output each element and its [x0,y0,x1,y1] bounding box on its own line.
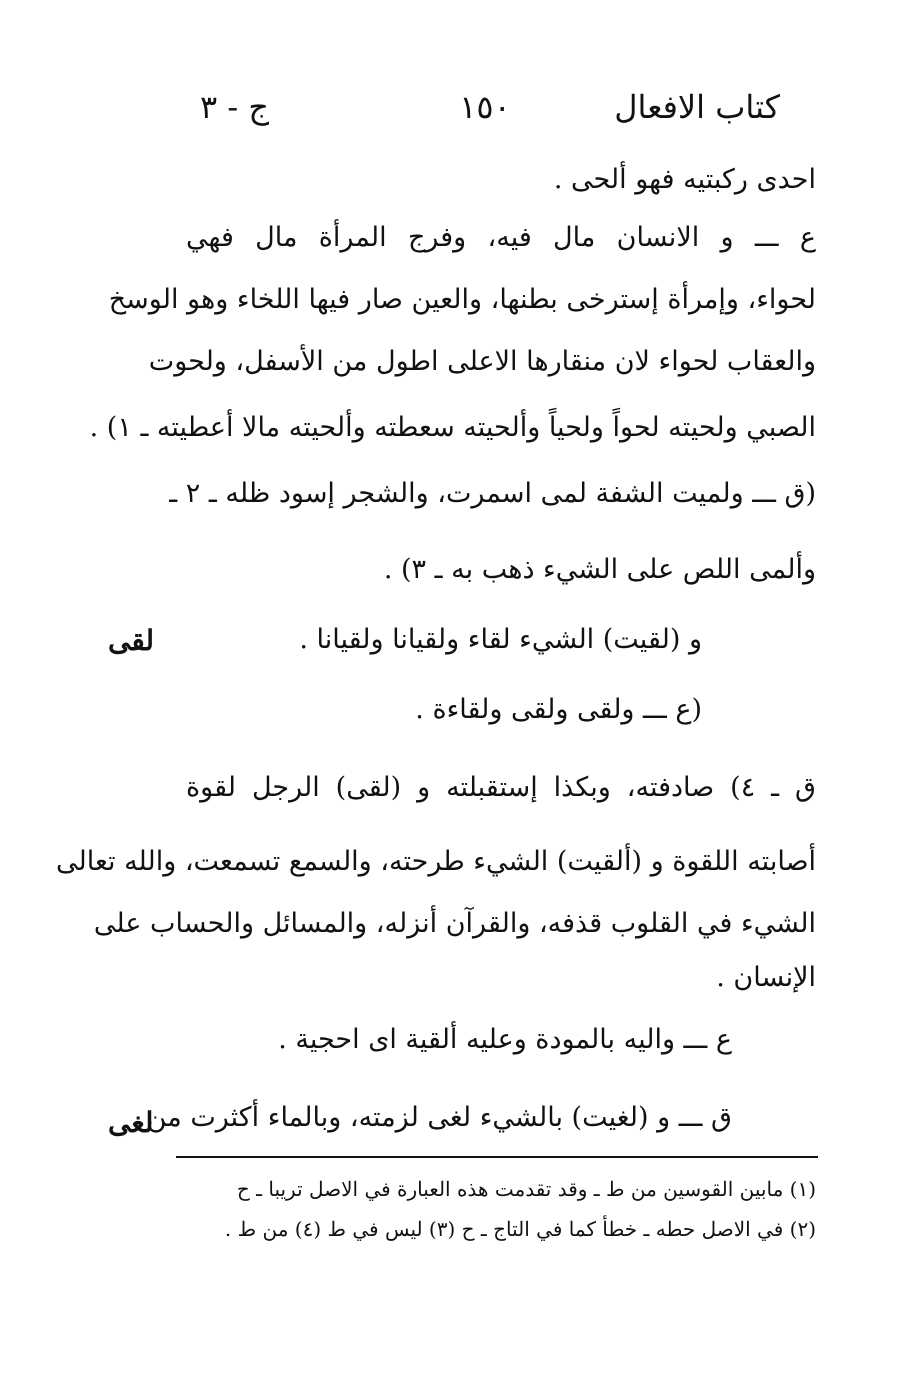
page-header [190,88,780,138]
text-line-1: احدى ركبتيه فهو ألحى . [553,164,816,195]
text-line-11: أصابته اللقوة و (ألقيت) الشيء طرحته، والسمع تسمعت، والله تعالى [55,846,816,877]
text-line-4: والعقاب لحواء لان منقارها الاعلى اطول من الأسفل، ولحوت [148,346,816,377]
volume-label: ج - ٣ [200,88,269,126]
book-title: كتاب الافعال [614,88,780,126]
text-line-6: (ق ـــ ولميت الشفة لمى اسمرت، والشجر إسود ظله ـ ٢ ـ [169,478,816,509]
margin-headword-lagha: لغى [108,1106,154,1139]
text-line-8: و (لقيت) الشيء لقاء ولقيانا ولقيانا . [299,624,702,655]
text-line-2: ع ـــ و الانسان مال فيه، وفرج المرأة مال فهي [186,222,816,253]
footnote-2: (٢) في الاصل حطه ـ خطأ كما في التاج ـ ح (٣) ليس في ط (٤) من ط . [224,1217,816,1241]
text-line-14: ع ـــ واليه بالمودة وعليه ألقية اى احجية . [278,1024,732,1055]
text-line-9: (ع ـــ ولقى ولقى ولقاءة . [415,694,702,725]
page-number: ١٥٠ [459,88,511,126]
text-line-7: وألمى اللص على الشيء ذهب به ـ ٣) . [383,554,816,585]
text-line-5: الصبي ولحيته لحواً ولحياً وألحيته سعطته وألحيته مالا أعطيته ـ ١) . [89,412,816,443]
text-line-10: ق ـ ٤) صادفته، وبكذا إستقبلته و (لقى) الرجل لقوة [186,772,816,803]
text-line-12: الشيء في القلوب قذفه، والقرآن أنزله، والمسائل والحساب على [93,908,816,939]
footnote-separator [176,1156,818,1158]
text-line-3: لحواء، وإمرأة إسترخى بطنها، والعين صار فيها اللخاء وهو الوسخ [108,284,816,315]
text-line-13: الإنسان . [716,962,816,993]
margin-headword-laqi: لقى [108,624,155,657]
text-line-15: ق ـــ و (لغيت) بالشيء لغى لزمته، وبالماء أكثرت من [146,1102,732,1133]
footnote-1: (١) مابين القوسين من ط ـ وقد تقدمت هذه العبارة في الاصل تريبا ـ ح [236,1177,816,1201]
